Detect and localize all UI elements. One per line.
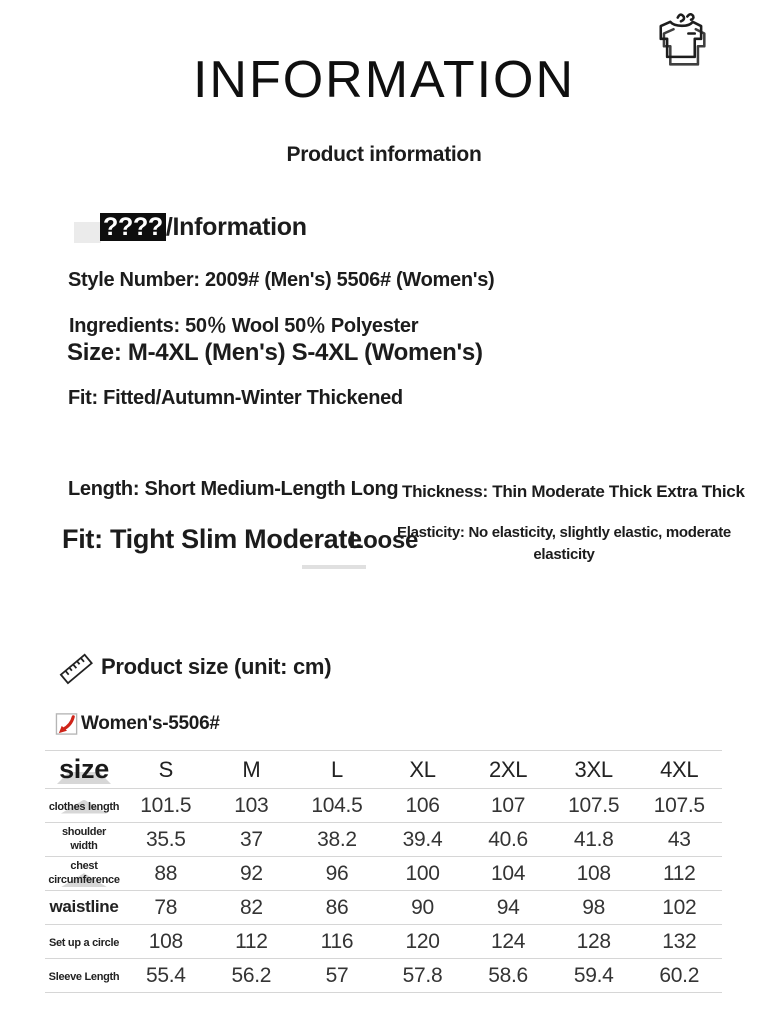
ruler-icon — [58, 648, 96, 686]
table-cell: 107.5 — [568, 793, 620, 817]
fit-detail-overlap-text: Loose — [348, 527, 418, 554]
info-section-heading — [100, 213, 307, 242]
row-label: Set up a circle — [48, 936, 120, 949]
column-header-4xl: 4XL — [660, 756, 699, 782]
table-cell: 96 — [325, 861, 349, 885]
table-row-waistline — [45, 891, 722, 925]
row-label: chest circumference — [48, 859, 120, 887]
table-cell: 78 — [154, 895, 178, 919]
table-cell: 124 — [491, 929, 526, 953]
table-row-clothes-length — [45, 789, 722, 823]
table-cell: 101.5 — [140, 793, 192, 817]
table-cell: 57.8 — [402, 963, 443, 987]
table-cell: 128 — [576, 929, 611, 953]
table-cell: 108 — [148, 929, 183, 953]
womens-table-title — [55, 710, 220, 737]
table-cell: 92 — [239, 861, 263, 885]
length-line: Length: Short Medium-Length Long — [68, 478, 399, 500]
fit-line: Fit: Fitted/Autumn-Winter Thickened — [68, 387, 403, 409]
table-cell: 57 — [325, 963, 349, 987]
table-cell: 112 — [662, 861, 696, 885]
table-cell: 120 — [405, 929, 440, 953]
row-label: clothes length — [48, 800, 120, 813]
table-cell: 106 — [405, 793, 440, 817]
table-row-set-up-a-circle — [45, 925, 722, 959]
table-cell: 100 — [405, 861, 440, 885]
row-label-cell — [45, 859, 123, 888]
table-row-sleeve-length — [45, 959, 722, 993]
table-cell: 37 — [239, 827, 263, 851]
ingredients-line: Ingredients: 50％ Wool 50％ Polyester — [69, 315, 419, 337]
red-arrow-icon — [55, 710, 80, 737]
corner-label: size — [59, 754, 109, 784]
table-header-row — [45, 751, 722, 789]
table-cell: 116 — [320, 929, 354, 953]
page-title: INFORMATION — [192, 51, 576, 109]
table-row-shoulder-width — [45, 823, 722, 857]
table-cell: 35.5 — [145, 827, 186, 851]
info-heading-en: /Information — [165, 213, 307, 241]
table-cell: 40.6 — [488, 827, 528, 851]
table-cell: 43 — [667, 827, 691, 851]
table-cell: 103 — [234, 793, 269, 817]
thickness-line: Thickness: Thin Moderate Thick Extra Thick — [402, 482, 745, 501]
size-table — [45, 750, 722, 993]
table-cell: 86 — [325, 895, 349, 919]
table-cell: 104.5 — [311, 793, 363, 817]
column-header-s: S — [158, 756, 173, 782]
table-cell: 108 — [576, 861, 611, 885]
style-number-line: Style Number: 2009# (Men's) 5506# (Women's) — [68, 269, 495, 291]
table-cell: 107.5 — [653, 793, 705, 817]
table-cell: 56.2 — [231, 963, 272, 987]
table-cell: 55.4 — [145, 963, 186, 987]
table-cell: 58.6 — [488, 963, 528, 987]
elasticity-line: Elasticity: No elasticity, slightly elastic, moderate elasticity — [397, 524, 731, 563]
size-range-line: Size: M-4XL (Men's) S-4XL (Women's) — [67, 339, 483, 366]
column-header-xl: XL — [409, 756, 436, 782]
artifact-underline — [302, 565, 366, 569]
table-cell: 132 — [662, 929, 697, 953]
page-subtitle: Product information — [286, 143, 482, 166]
row-label: shoulder width — [61, 825, 107, 853]
column-header-3xl: 3XL — [574, 756, 613, 782]
row-label-cell — [45, 825, 123, 854]
row-label-cell — [45, 896, 123, 918]
table-cell: 104 — [491, 861, 526, 885]
column-header-l: L — [330, 756, 343, 782]
fit-detail-line — [62, 524, 418, 555]
table-cell: 38.2 — [317, 827, 357, 851]
table-cell: 88 — [154, 861, 178, 885]
row-label-cell — [45, 933, 123, 951]
table-cell: 60.2 — [659, 963, 700, 987]
fit-detail-text: Fit: Tight Slim Moderate — [62, 524, 362, 554]
missing-glyph-box: ???? — [100, 213, 166, 241]
column-header-2xl: 2XL — [488, 756, 528, 782]
table-corner-cell — [45, 754, 123, 785]
table-row-chest-circumference — [45, 857, 722, 891]
row-label-cell — [45, 967, 123, 985]
product-size-heading-text: Product size (unit: cm) — [101, 654, 332, 679]
table-cell: 59.4 — [573, 963, 614, 987]
row-label: Sleeve Length — [48, 970, 120, 983]
artifact-gray-smudge — [74, 222, 101, 243]
row-label: waistline — [49, 897, 119, 917]
table-cell: 41.8 — [573, 827, 614, 851]
product-size-heading — [58, 648, 331, 686]
womens-table-title-text: Women's-5506# — [81, 712, 220, 734]
table-cell: 90 — [411, 895, 434, 919]
table-cell: 107 — [491, 793, 526, 817]
table-cell: 98 — [582, 895, 606, 919]
table-cell: 82 — [239, 895, 263, 919]
table-cell: 94 — [496, 895, 520, 919]
table-cell: 39.4 — [402, 827, 443, 851]
row-label-cell — [45, 797, 123, 815]
table-cell: 112 — [235, 929, 268, 953]
table-cell: 102 — [662, 895, 697, 919]
column-header-m: M — [242, 756, 261, 782]
